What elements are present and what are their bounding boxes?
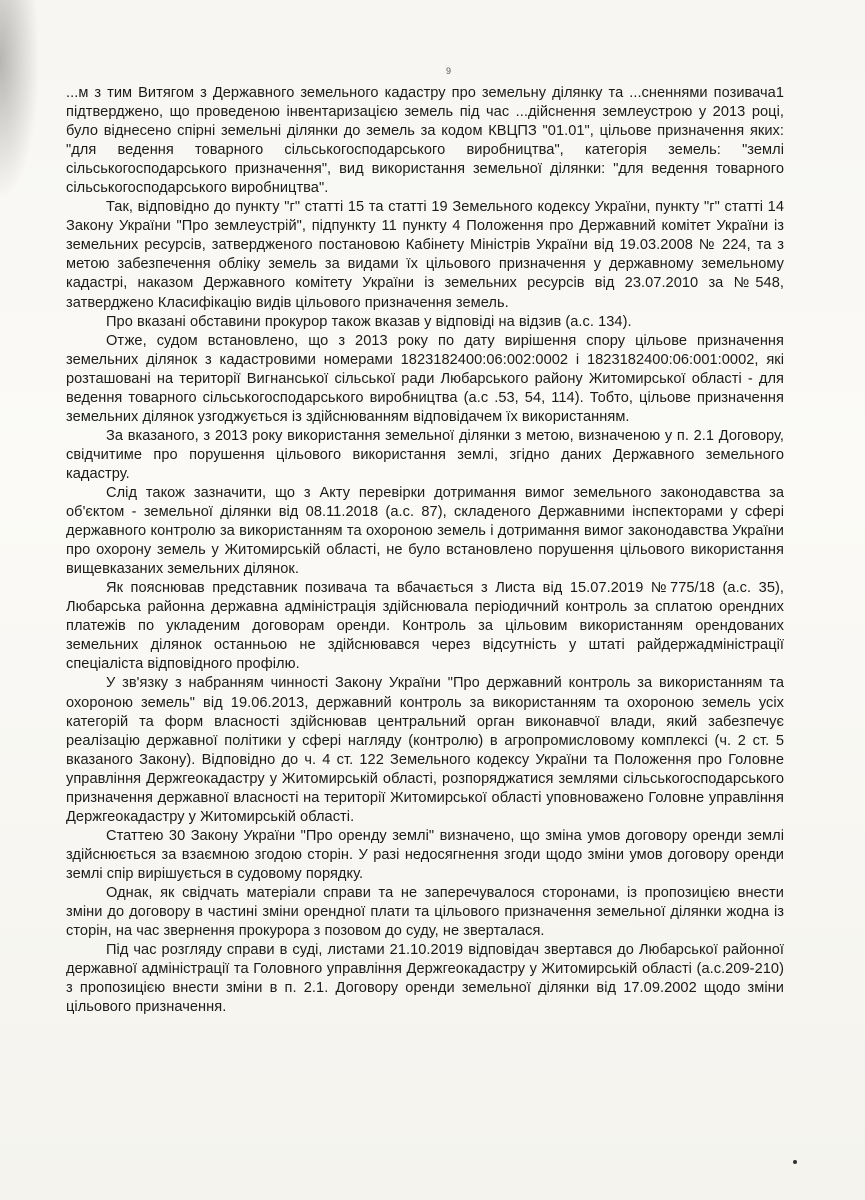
paragraph-5: За вказаного, з 2013 року використання земельної ділянки з метою, визначеною у п. 2.1 Договору, свідчитиме про порушення цільового використання землі, згідно даних Державного земельного кадастру. [66,427,784,482]
paragraph-3: Про вказані обставини прокурор також вказав у відповіді на відзив (а.с. 134). [106,313,632,330]
ink-dot [793,1160,797,1164]
paragraph-8: У зв'язку з набранням чинності Закону України "Про державний контроль за використанням та охороною земель" від 19.06.2013, державний контроль за використанням та охороною земель усіх категорій та форм власності здійснював центральний орган виконавчої влади, який забезпечує реалізацію державної політики у сфері нагляду (контролю) в агропромисловому комплексі (ч. 2 ст. 5 вказаного Закону). Відповідно до ч. 4 ст. 122 Земельного кодексу України та Положення про Головне управління Держгеокадастру у Житомирській області, розпоряджатися землями сільськогосподарського призначення державної власності на території Житомирської області уповноважено Головне управління Держгеокадастру у Житомирській області. [66,675,784,825]
paragraph-9: Статтею 30 Закону України "Про оренду землі" визначено, що зміна умов договору оренди землі здійснюється за взаємною згодою сторін. У разі недосягнення згоди щодо зміни умов договору оренди землі спір вирішується в судовому порядку. [66,827,784,882]
document-body [66,84,784,1017]
paragraph-1: ...м з тим Витягом з Державного земельного кадастру про земельну ділянку та ...сненнями позивача1 підтверджено, що проведеною інвентаризацією земель під час ...дійснення землеустрою у 2013 році, було віднесено спірні земельні ділянки до земель за кодом КВЦПЗ "01.01", цільове призначення яких: "для ведення товарного сільськогосподарського виробництва", категорія земель: "землі сільськогосподарського призначення", вид використання земельної ділянки: "для ведення товарного сільськогосподарського виробництва". [66,85,784,197]
page-number: 9 [446,66,452,76]
paragraph-2: Так, відповідно до пункту "г" статті 15 та статті 19 Земельного кодексу України, пункту "г" статті 14 Закону України "Про землеустрій", підпункту 11 пункту 4 Положення про Державний комітет України із земельних ресурсів, затвердженого постановою Кабінету Міністрів України від 19.03.2008 № 224, та з метою забезпечення обліку земель за видами їх цільового призначення у державному земельному кадастрі, наказом Державного комітету України із земельних ресурсів від 23.07.2010 за №548, затверджено Класифікацію видів цільового призначення земель. [66,199,784,311]
paragraph-7: Як пояснював представник позивача та вбачається з Листа від 15.07.2019 №775/18 (а.с. 35), Любарська районна державна адміністрація здійснювала періодичний контроль за сплатою орендних платежів по укладеним договорам оренди. Контроль за цільовим використанням орендованих земельних ділянок останньою не здійснювався через відсутність у штаті райдержадміністрації спеціаліста відповідного профілю. [66,580,784,673]
paragraph-4: Отже, судом встановлено, що з 2013 року по дату вирішення спору цільове призначення земельних ділянок з кадастровими номерами 1823182400:06:002:0002 і 1823182400:06:001:0002, які розташовані на території Вигнанської сільської ради Любарського району Житомирської області - для ведення товарного сільськогосподарського виробництва (а.с .53, 54, 114). Тобто, цільове призначення земельних ділянок узгоджується із здійснюванням відповідачем їх використанням. [66,332,784,425]
paragraph-10: Однак, як свідчать матеріали справи та не заперечувалося сторонами, із пропозицією внести зміни до договору в частині зміни орендної плати та цільового призначення земельної ділянки жодна із сторін, на час звернення прокурора з позовом до суду, не зверталася. [66,884,784,940]
paragraph-6: Слід також зазначити, що з Акту перевірки дотримання вимог земельного законодавства за об'єктом - земельної ділянки від 08.11.2018 (а.с. 87), складеного Державними інспекторами у сфері державного контролю за використанням та охороною земель і дотримання вимог законодавства України про охорону земель у Житомирській області, не було встановлено порушення цільового використання вищевказаних земельних ділянок. [66,484,784,578]
paragraph-11: Під час розгляду справи в суді, листами 21.10.2019 відповідач звертався до Любарської районної державної адміністрації та Головного управління Держгеокадастру у Житомирській області (а.с.209-210) з пропозицією внести зміни в п. 2.1. Договору оренди земельної ділянки від 17.09.2002 щодо зміни цільового призначення. [66,942,784,1016]
scan-shadow [0,0,40,200]
